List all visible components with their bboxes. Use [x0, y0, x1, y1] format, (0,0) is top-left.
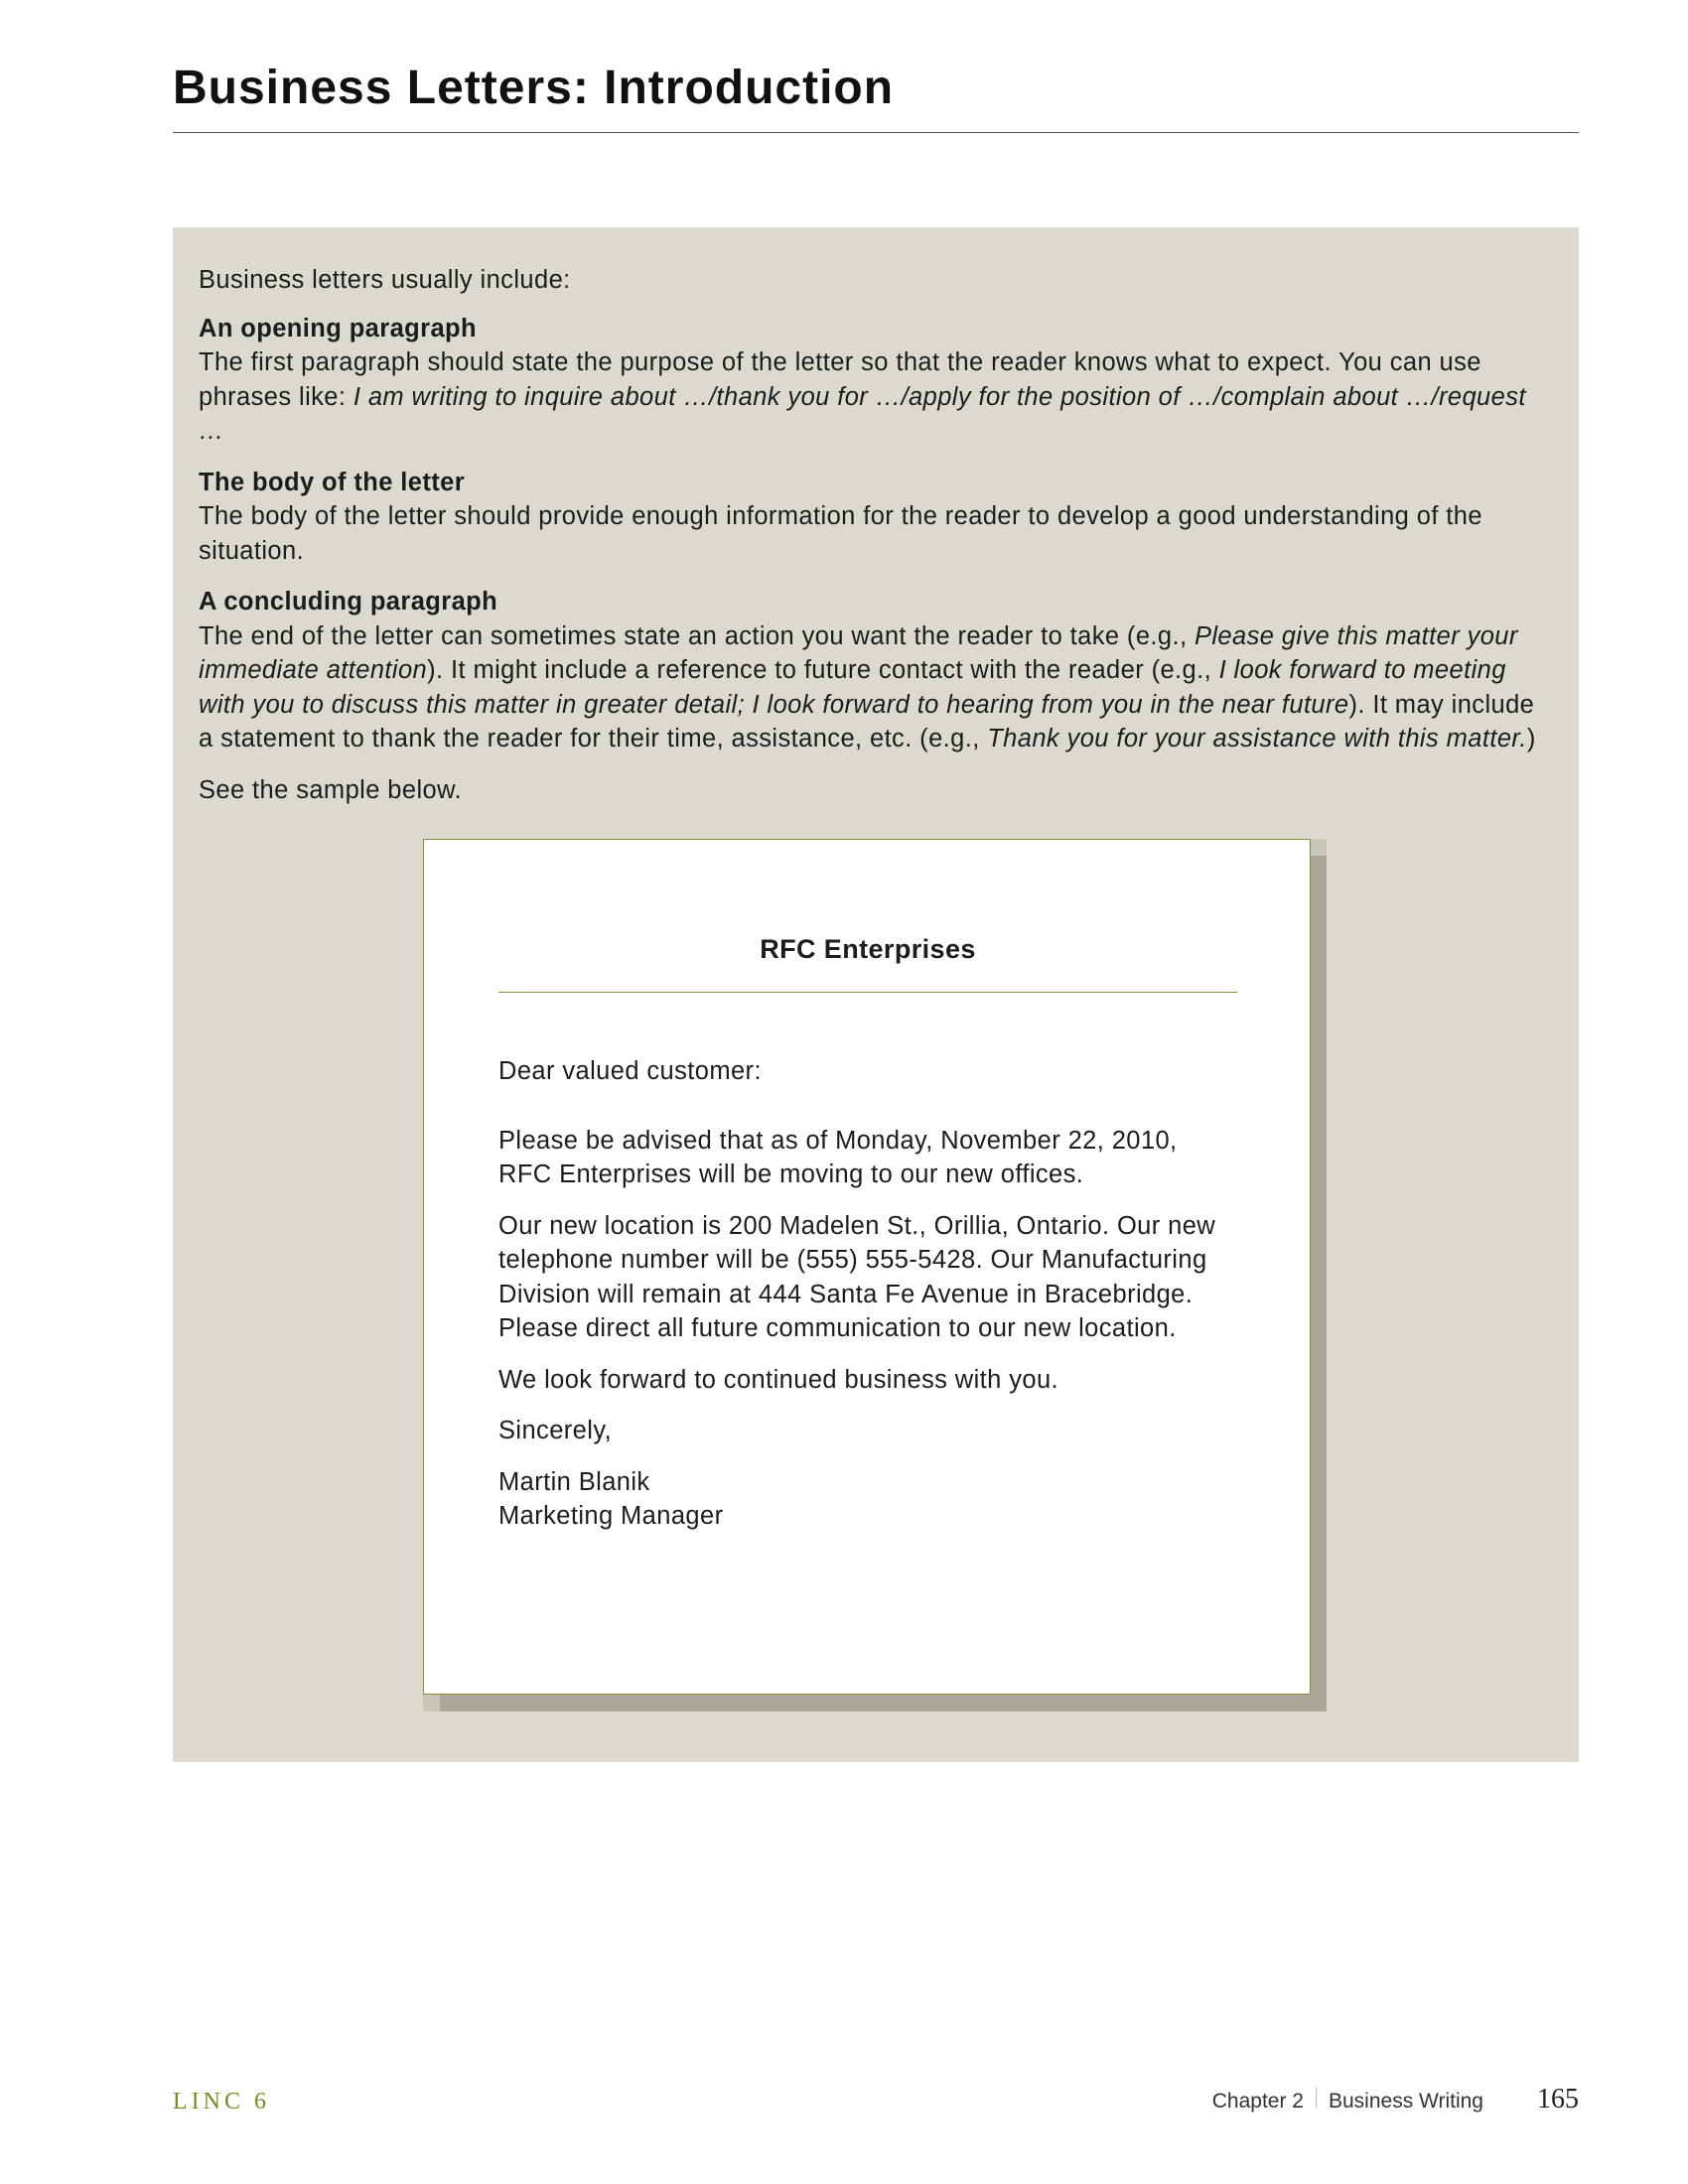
letter-paragraph-3: We look forward to continued business with you. [498, 1365, 1059, 1394]
letter-salutation: Dear valued customer: [498, 1057, 762, 1085]
footer-book-title: LINC 6 [173, 2089, 270, 2115]
letter-paragraph-1 [498, 1124, 1253, 1192]
concluding-text-3: ). It may include a statement to thank the reader for their time, assistance, etc. (e.g., [199, 690, 1535, 752]
letter-paragraph-2 [498, 1209, 1253, 1346]
letterhead-divider [498, 992, 1237, 993]
letter-p2-line3: Division will remain at 444 Santa Fe Avenue in Bracebridge. [498, 1280, 1194, 1308]
concluding-heading: A concluding paragraph [199, 588, 498, 615]
page-title: Business Letters: Introduction [173, 62, 895, 114]
intro-text: Business letters usually include: [199, 266, 571, 294]
title-divider [173, 132, 1579, 133]
letter-p2-line2: telephone number will be (555) 555-5428. Our Manufacturing [498, 1246, 1207, 1274]
sample-letter [423, 839, 1311, 1695]
opening-examples: I am writing to inquire about …/thank you for …/apply for the position of …/complain about …/request … [199, 382, 1526, 445]
body-section [199, 466, 1553, 569]
footer-section: Business Writing [1328, 2090, 1483, 2113]
concluding-section [199, 585, 1553, 756]
letter-p2-line4: Please direct all future communication to our new location. [498, 1314, 1177, 1342]
body-heading: The body of the letter [199, 468, 466, 496]
concluding-text-1: The end of the letter can sometimes state an action you want the reader to take (e.g., [199, 621, 1195, 650]
concluding-text-4: ) [1526, 725, 1536, 752]
page-number: 165 [1537, 2084, 1579, 2115]
footer-separator [1316, 2088, 1317, 2108]
see-sample-text: See the sample below. [199, 775, 462, 804]
footer-chapter: Chapter 2 [1211, 2090, 1304, 2113]
concluding-example-3: Thank you for your assistance with this matter. [987, 725, 1527, 752]
info-text [199, 263, 1553, 807]
letter-p1-line1: Please be advised that as of Monday, November 22, 2010, [498, 1126, 1178, 1155]
concluding-example-2: I look forward to meeting with you to discuss this matter in greater detail; I look forward to hearing from you in the near future [199, 656, 1506, 719]
letter-p2-line1: Our new location is 200 Madelen St., Orillia, Ontario. Our new [498, 1211, 1216, 1240]
letter-body [498, 1054, 1253, 1551]
opening-heading: An opening paragraph [199, 314, 478, 342]
signer-name: Martin Blanik [498, 1467, 650, 1496]
opening-text: The first paragraph should state the purpose of the letter so that the reader knows what to expect. You can use phrases like: [199, 348, 1481, 411]
letter-p1-line2: RFC Enterprises will be moving to our new offices. [498, 1160, 1084, 1188]
signer-title: Marketing Manager [498, 1502, 724, 1530]
opening-section [199, 312, 1553, 449]
body-text: The body of the letter should provide enough information for the reader to develop a good understanding of the situation. [199, 502, 1482, 565]
letter-closing: Sincerely, [498, 1417, 613, 1444]
letter-company-name: RFC Enterprises [760, 934, 976, 964]
concluding-text-2: ). It might include a reference to future contact with the reader (e.g., [427, 656, 1219, 684]
letter-signature [498, 1465, 1253, 1534]
concluding-example-1: Please give this matter your immediate attention [199, 621, 1518, 684]
footer-running-head [1212, 2084, 1579, 2116]
